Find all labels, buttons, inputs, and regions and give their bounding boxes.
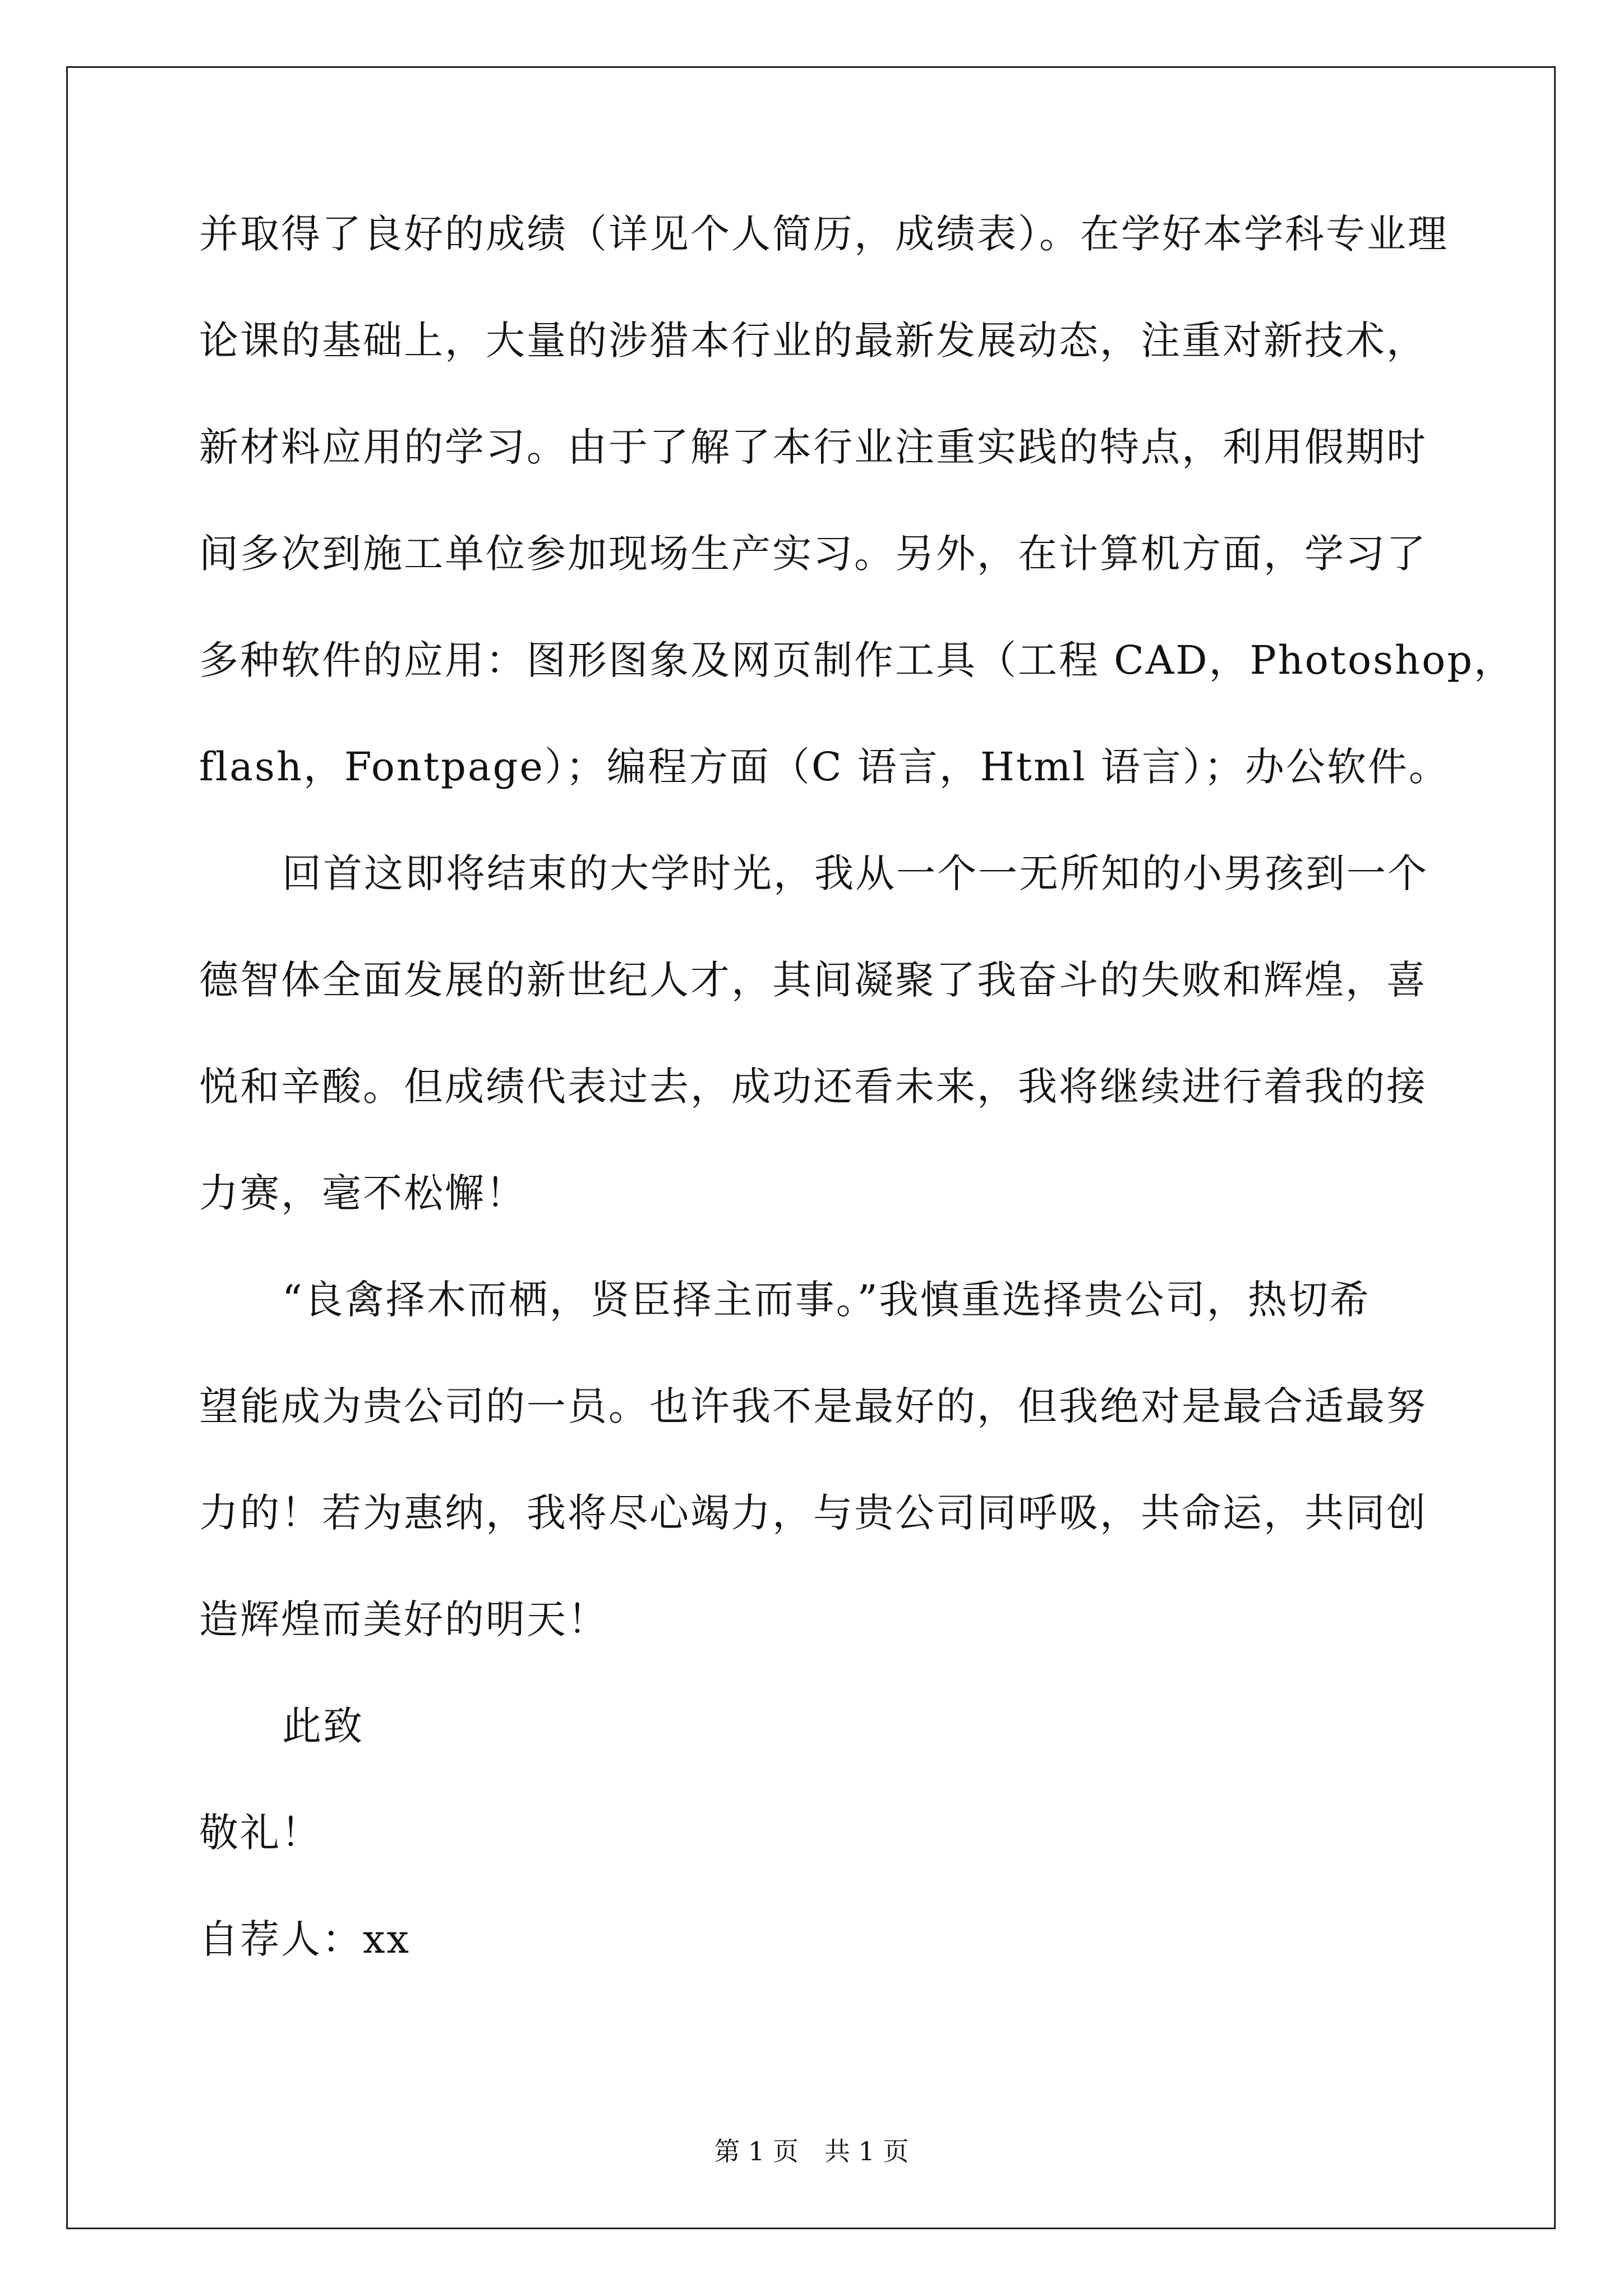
text-line: 悦和辛酸。但成绩代表过去，成功还看未来，我将继续进行着我的接 [199,1064,1427,1110]
text-line: 间多次到施工单位参加现场生产实习。另外，在计算机方面，学习了 [199,531,1427,577]
text-line: 望能成为贵公司的一员。也许我不是最好的，但我绝对是最合适最努 [199,1383,1427,1429]
text-line: flash，Fontpage）；编程方面（C 语言，Html 语言）；办公软件。 [199,744,1450,790]
paragraph-first-line: 回首这即将结束的大学时光，我从一个一无所知的小男孩到一个 [282,850,1428,896]
text-line: 德智体全面发展的新世纪人才，其间凝聚了我奋斗的失败和辉煌，喜 [199,957,1427,1003]
text-line: 力赛，毫不松懈！ [199,1170,527,1216]
text-line: 多种软件的应用：图形图象及网页制作工具（工程 CAD，Photoshop， [199,637,1515,683]
closing: 敬礼！ [199,1810,322,1856]
text-line: 论课的基础上，大量的涉猎本行业的最新发展动态，注重对新技术， [199,318,1427,364]
text-line: 新材料应用的学习。由于了解了本行业注重实践的特点，利用假期时 [199,424,1427,470]
salutation: 此致 [282,1703,364,1749]
signature: 自荐人：xx [199,1916,411,1962]
text-line: 力的！若为惠纳，我将尽心竭力，与贵公司同呼吸，共命运，共同创 [199,1490,1427,1536]
text-line: 造辉煌而美好的明天！ [199,1596,608,1642]
document-body [199,208,1515,2019]
page-number-footer: 第 1 页 共 1 页 [714,2136,909,2166]
text-line: 并取得了良好的成绩（详见个人简历，成绩表）。在学好本学科专业理 [199,211,1449,257]
paragraph-first-line: “良禽择木而栖，贤臣择主而事。”我慎重选择贵公司，热切希 [282,1277,1371,1323]
